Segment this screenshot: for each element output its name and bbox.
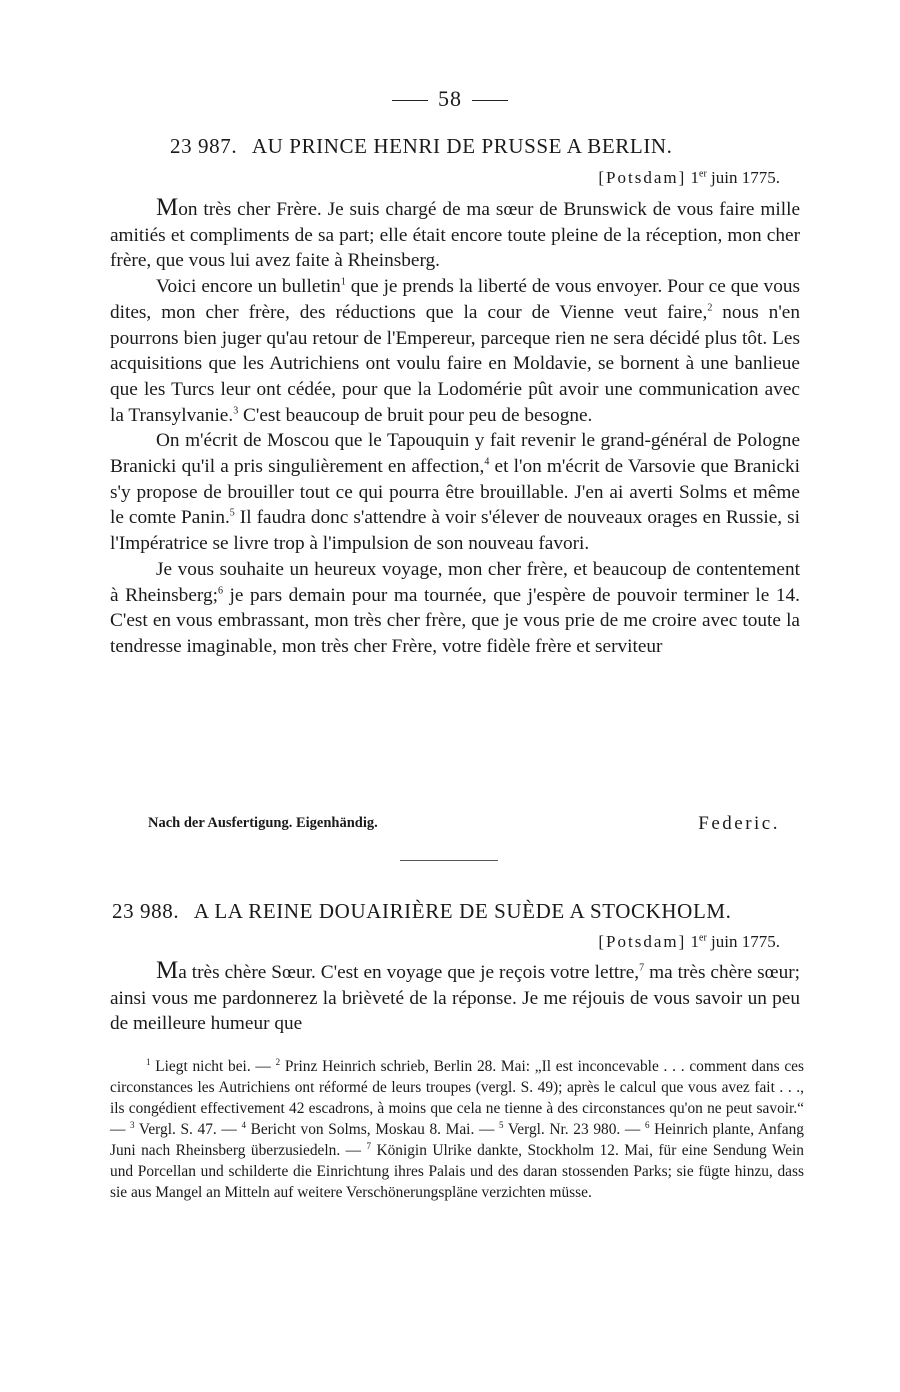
text-run: Je vous souhaite un heureux voyage, mon cher frère, et beaucoup de contentement à Rheinsberg; (110, 558, 800, 606)
footnote-mark: 5 (499, 1119, 504, 1130)
letter-heading-23988 (112, 899, 802, 924)
dateline-place: [Potsdam] (598, 168, 687, 187)
letter-number: 23 987. (170, 134, 238, 158)
dateline-rest: juin 1775. (711, 168, 780, 187)
text-run: Ma très chère Sœur. C'est en voyage que je reçois votre lettre, (156, 957, 640, 984)
letter-dateline (598, 168, 780, 188)
footnote-ref: 6 (217, 585, 223, 597)
text-run: je pars demain pour ma tournée, que j'espère de pouvoir terminer le 14. C'est en vous embrassant, mon très cher frère, que je vous prie de me croire avec toute la tendresse imaginable, mon très cher Frère, votre fidèle frère et serviteur (110, 584, 800, 657)
footnote-mark: 4 (241, 1119, 246, 1130)
footnote-ref: 3 (233, 405, 239, 417)
letter-title: AU PRINCE HENRI DE PRUSSE A BERLIN. (251, 134, 673, 158)
paragraph (110, 428, 800, 557)
page-number-value: 58 (438, 86, 462, 111)
dateline-sup: er (699, 168, 707, 180)
section-divider (400, 860, 498, 861)
footnote-text: Königin Ulrike dankte, Stockholm 12. Mai, für eine Sendung Wein und Porcellan und schilderte die Einrichtung ihres Palais und des daran stossenden Parks; sie fügte hinzu, dass sie aus Mangel an Mitteln auf weitere Verschönerungspläne verzichten müsse. (110, 1142, 804, 1201)
footnote-ref: 4 (484, 456, 490, 468)
footnote-ref: 5 (229, 508, 235, 520)
footnote-ref: 1 (340, 276, 346, 288)
footnote-text: Vergl. Nr. 23 980. — (503, 1121, 645, 1138)
footnote-block (110, 1056, 804, 1203)
letter-number: 23 988. (112, 899, 180, 923)
signature: Federic. (698, 813, 780, 834)
footnote-text: Liegt nicht bei. — (150, 1058, 276, 1075)
text-run: Il faudra donc s'attendre à voir s'élever de nouveaux orages en Russie, si l'Impératrice se livre trop à l'impulsion de son nouveau favori. (110, 507, 800, 555)
text-run: et l'on m'écrit de Varsovie que Branicki s'y propose de brouiller tout ce qui pourra être brouillable. J'en ai averti Solms et même le comte Panin. (110, 456, 801, 529)
dateline-place: [Potsdam] (598, 932, 687, 951)
page-number (0, 86, 900, 112)
paragraph (110, 274, 800, 428)
text-run: C'est beaucoup de bruit pour peu de besogne. (238, 404, 593, 426)
text-run: que je prends la liberté de vous envoyer. Pour ce que vous dites, mon cher frère, des réductions que la cour de Vienne veut faire, (110, 276, 800, 323)
letter-dateline (598, 932, 780, 952)
footnote-text: Heinrich plante, Anfang Juni nach Rheinsberg überzusiedeln. — (110, 1121, 804, 1159)
text-run: ma très chère sœur; ainsi vous me pardonnerez la brièveté de la réponse. Je me réjouis de vous savoir un peu de meilleure humeur que (110, 962, 800, 1035)
text-run: Voici encore un bulletin (156, 276, 341, 298)
letter-body-23987 (110, 195, 800, 660)
footnote-ref: 7 (639, 962, 645, 974)
letter-heading-23987 (170, 134, 860, 159)
footnote-mark: 1 (146, 1056, 151, 1067)
paragraph: Mon très cher Frère. Je suis chargé de ma sœur de Brunswick de vous faire mille amitiés et compliments de sa part; elle était encore toute pleine de la réception, mon cher frère, que vous lui avez faite à Rheinsberg. (110, 194, 800, 272)
dateline-sup: er (699, 932, 707, 944)
page-number-dash-left (392, 100, 428, 101)
footnote-text: Vergl. S. 47. — (134, 1121, 242, 1138)
page-number-dash-right (472, 100, 508, 101)
footnote-mark: 3 (130, 1119, 135, 1130)
footnotes (110, 1056, 804, 1203)
letter-body-23988 (110, 958, 800, 1037)
footnote-mark: 6 (644, 1119, 650, 1130)
source-note: Nach der Ausfertigung. Eigenhändig. (148, 815, 378, 831)
letter-title: A LA REINE DOUAIRIÈRE DE SUÈDE A STOCKHOLM. (193, 899, 732, 923)
footnote-text: Prinz Heinrich schrieb, Berlin 28. Mai: „Il est inconcevable . . . comment dans ces circonstances les Autrichiens ont réformé de leurs troupes (vergl. S. 49); après le calcul que vous avez fait . . ., ils congédient effectivement 42 escadrons, à moins que cela ne tienne à des circonstances qu'on ne peut savoir.“ — (110, 1058, 804, 1138)
footnote-ref: 2 (707, 302, 713, 314)
dateline-day: 1 (690, 168, 700, 187)
footnote-text: Bericht von Solms, Moskau 8. Mai. — (245, 1121, 499, 1138)
text-run: On m'écrit de Moscou que le Tapouquin y fait revenir le grand-général de Pologne Branicki qu'il a pris singulièrement en affection, (110, 430, 800, 478)
dateline-day: 1 (690, 932, 700, 951)
text-run: nous n'en pourrons bien juger qu'au retour de l'Empereur, parceque rien ne sera décidé plus tôt. Les acquisitions que les Autrichiens ont voulu faire en Moldavie, se bornent à une banlieue que les Turcs leur ont cédée, pour que la Lodomérie pût avoir une communication avec la Transylvanie. (110, 301, 800, 426)
footnote-mark: 7 (366, 1140, 371, 1151)
dateline-rest: juin 1775. (711, 932, 780, 951)
footnote-mark: 2 (275, 1056, 281, 1067)
paragraph (110, 557, 800, 660)
paragraph (110, 958, 800, 1037)
